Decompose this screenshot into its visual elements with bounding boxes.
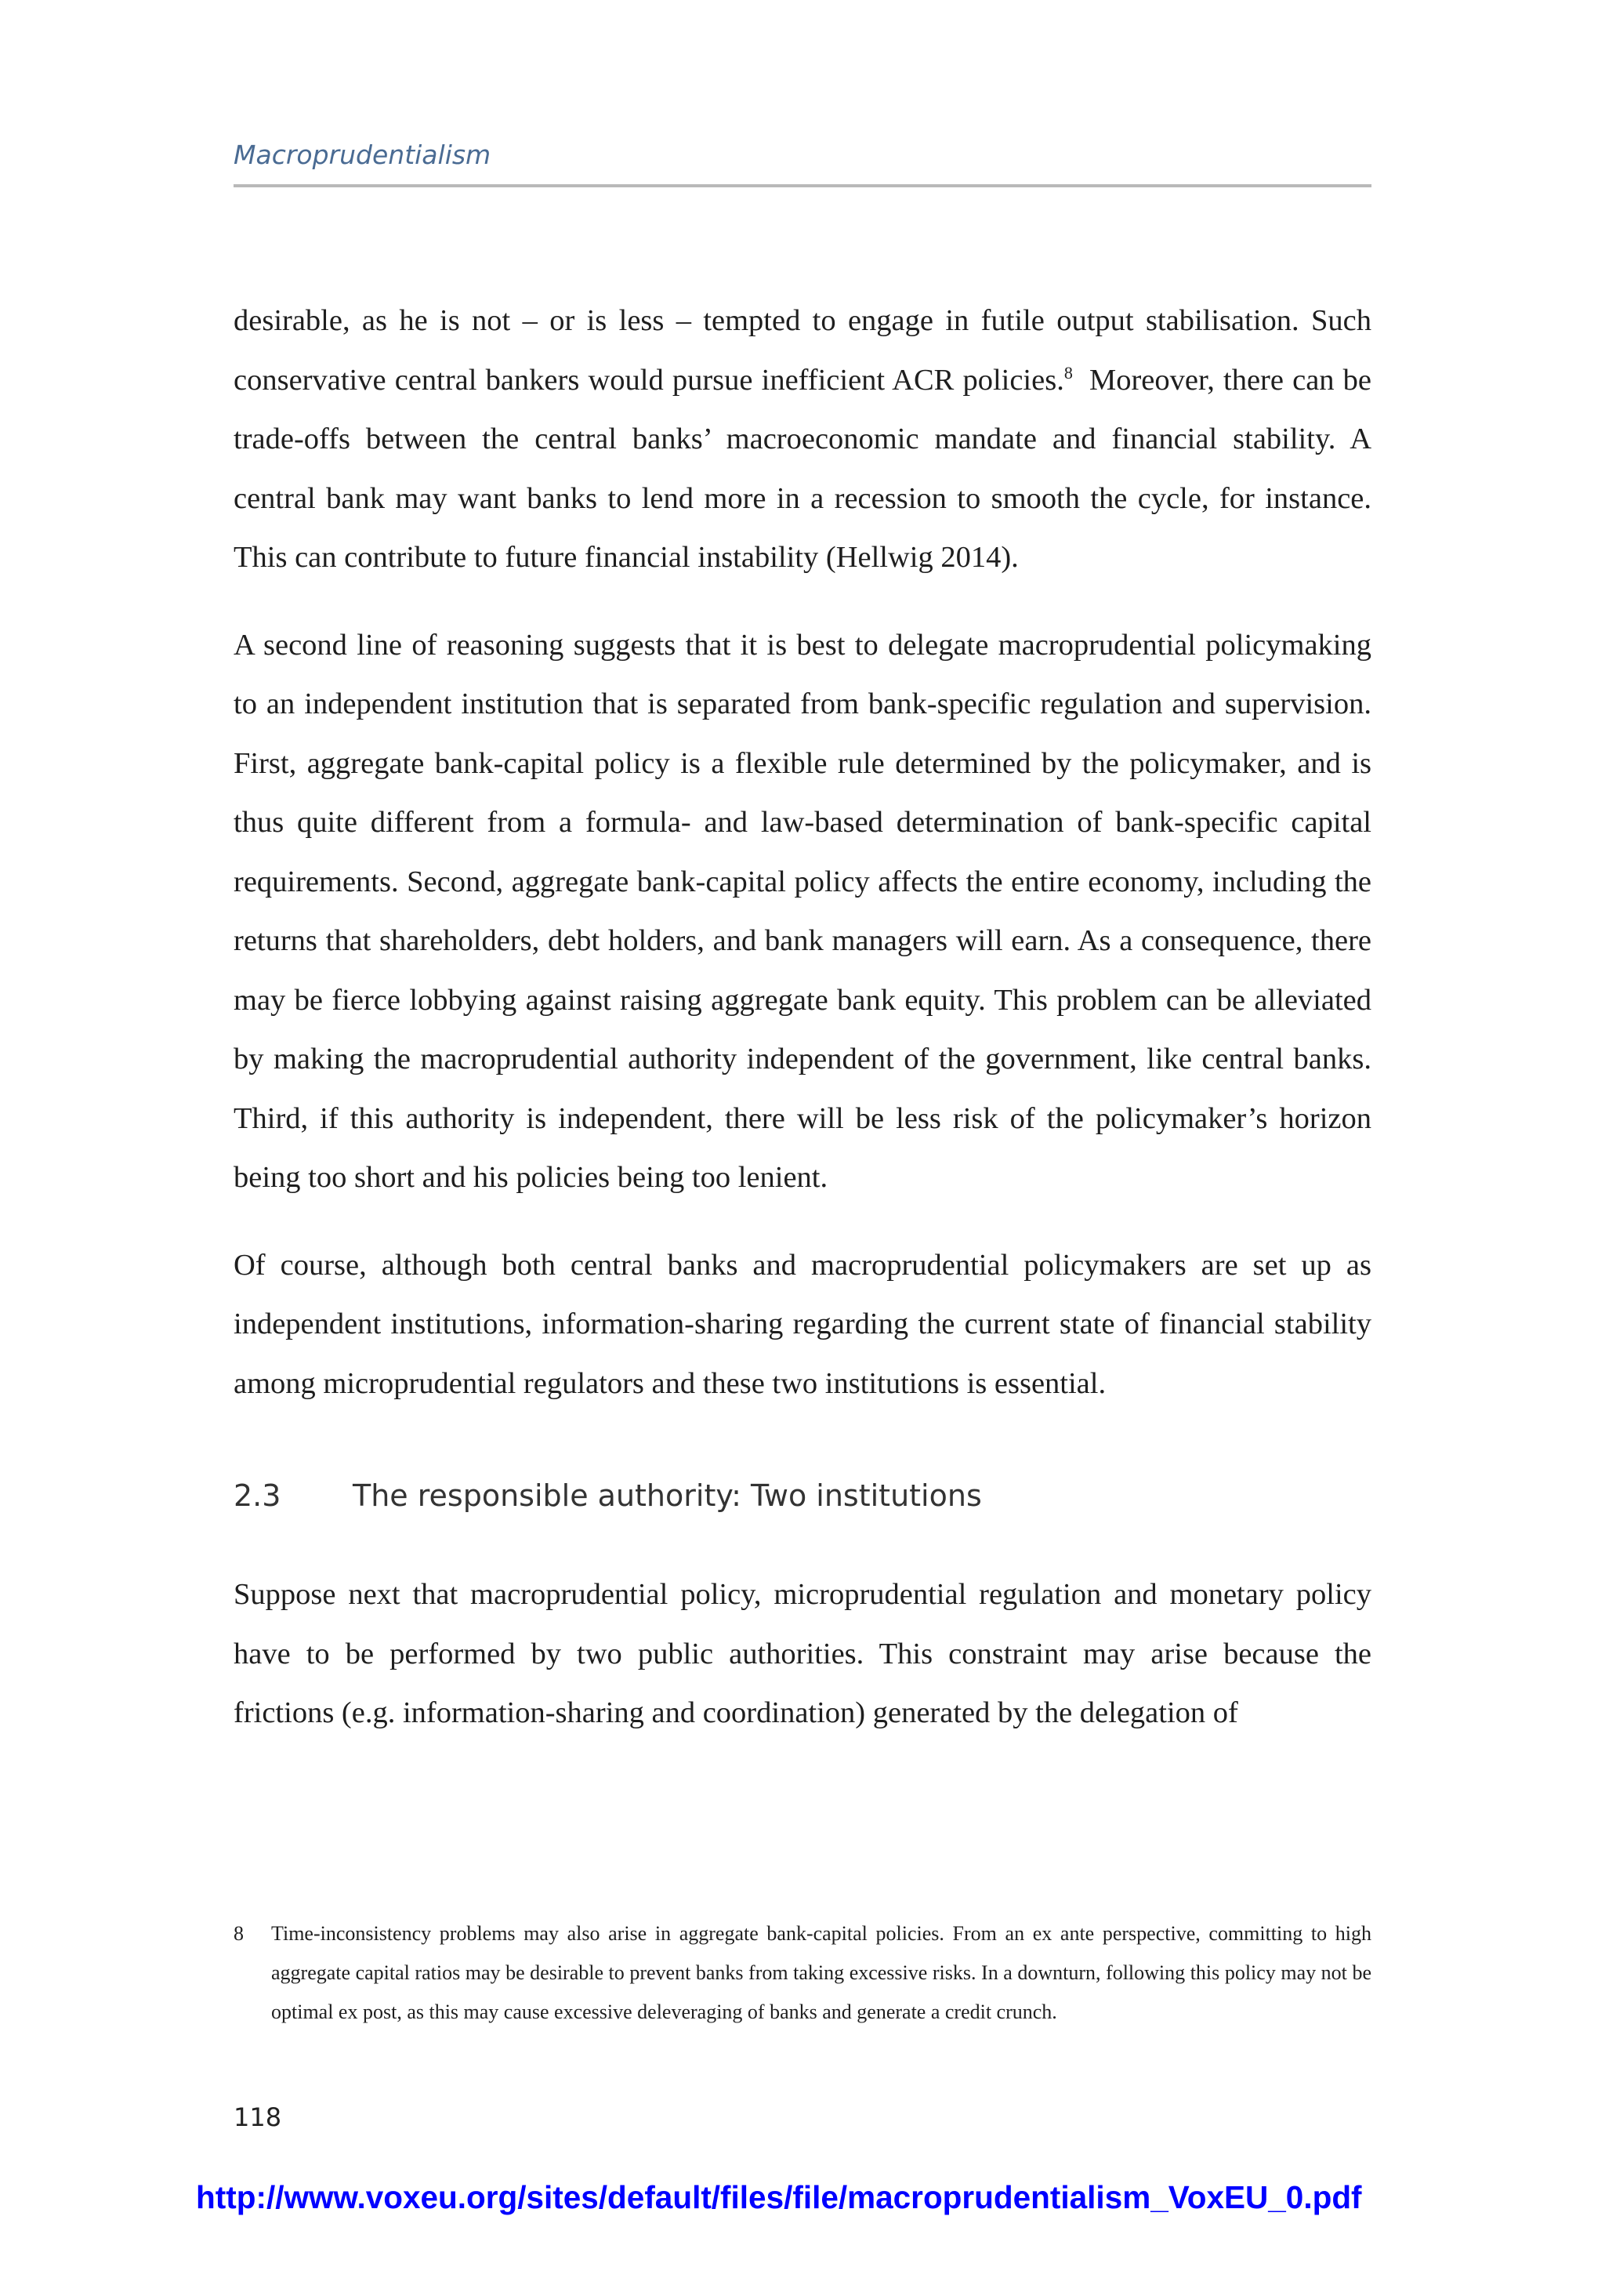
paragraph-2: A second line of reasoning suggests that it is best to delegate macroprudential policymaking to an independent institution that is separated from bank-specific regulation and supervision. First, aggregate bank-capital policy is a flexible rule determined by the policymaker, and is thus quite different from a formula- and law-based determination of bank-specific capital requirements. Second, aggregate bank-capital policy affects the entire economy, including the returns that shareholders, debt holders, and bank managers will earn. As a consequence, there may be fierce lobbying against raising aggregate bank equity. This problem can be alleviated by making the macroprudential authority independent of the government, like central banks. Third, if this authority is independent, there will be less risk of the policymaker’s horizon being too short and his policies being too lenient. [234, 628, 1371, 1194]
running-head: Macroprudentialism [234, 140, 491, 170]
paragraph-4: Suppose next that macroprudential policy, microprudential regulation and monetary policy have to be performed by two public authorities. This constraint may arise because the frictions (e.g. information-sharing and coordination) generated by the delegation of [234, 1578, 1371, 1729]
section-title: The responsible authority: Two institutions [353, 1478, 982, 1513]
source-url-link[interactable]: http://www.voxeu.org/sites/default/files/file/macroprudentialism_VoxEU_0.pdf [196, 2179, 1362, 2215]
body-text [234, 292, 1371, 1772]
paragraph-1 [234, 292, 1371, 588]
page-number: 118 [234, 2102, 282, 2132]
section-heading [234, 1476, 1371, 1515]
paragraph-1-start: desirable, as he is not – or is less – tempted to engage in futile output stabilisation. Such conservative central bankers would pursue inefficient ACR policies. [234, 304, 1371, 397]
paragraph-3: Of course, although both central banks and macroprudential policymakers are set up as independent institutions, information-sharing regarding the current state of financial stability among microprudential regulators and these two institutions is essential. [234, 1248, 1371, 1400]
section-number: 2.3 [234, 1478, 281, 1513]
footnote-text: Time-inconsistency problems may also arise in aggregate bank-capital policies. From an ex ante perspective, committing to high aggregate capital ratios may be desirable to prevent banks from taking excessive risks. In a downturn, following this policy may not be optimal ex post, as this may cause excessive deleveraging of banks and generate a credit crunch. [271, 1922, 1371, 2023]
header-rule [234, 184, 1371, 187]
footnote-number: 8 [234, 1922, 244, 1945]
paragraph-1-end: Moreover, there can be trade-offs between the central banks’ macroeconomic mandate and financial stability. A central bank may want banks to lend more in a recession to smooth the cycle, for instance. This can contribute to future financial instability (Hellwig 2014). [234, 363, 1372, 574]
footnote-ref-8[interactable]: 8 [1063, 362, 1073, 383]
footnote [234, 1914, 1371, 2032]
